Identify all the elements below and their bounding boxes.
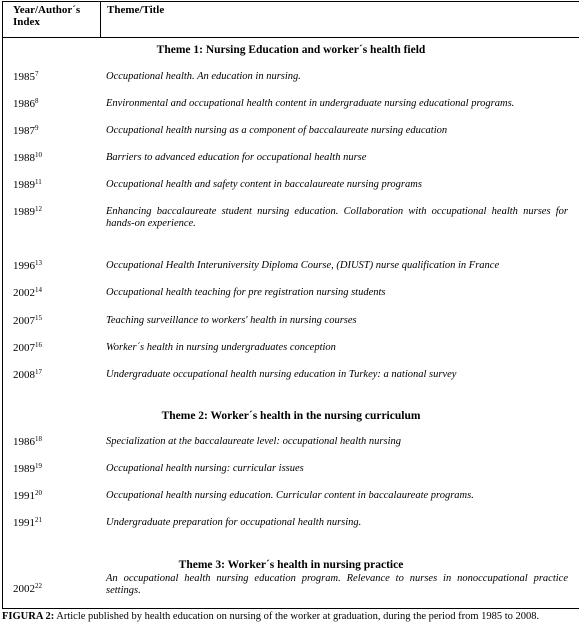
figure-caption [2,611,582,623]
year-cell: 1987$^9$ [13,124,39,137]
title-cell: Enhancing baccalaureate student nursing education. Collaboration with occupational health nurses for hands-on experience. [106,206,568,229]
header-theme-title: Theme/Title [107,4,165,16]
year-cell: 1986$^{18}$ [13,435,42,448]
year-cell: 2007$^{15}$ [13,314,42,327]
title-cell: Occupational health nursing as a component of baccalaureate nursing education [106,125,448,136]
year-cell: 1989$^{11}$ [13,178,42,191]
title-cell: Undergraduate preparation for occupational health nursing. [106,517,362,528]
title-cell: Occupational health. An education in nursing. [106,71,301,82]
year-cell: 2008$^{17}$ [13,368,42,381]
caption-text: Article published by health education on nursing of the worker at graduation, during the period from 1985 to 2008. [54,611,540,622]
title-cell: Undergraduate occupational health nursing education in Turkey: a national survey [106,369,457,380]
year-cell: 1985$^7$ [13,70,39,83]
year-cell: 2002$^{14}$ [13,286,42,299]
title-cell: Occupational health and safety content in baccalaureate nursing programs [106,179,422,190]
column-divider [100,2,101,37]
title-cell: Barriers to advanced education for occupational health nurse [106,152,367,163]
year-cell: 1996$^{13}$ [13,259,42,272]
year-cell: 1991$^{20}$ [13,489,42,502]
theme-heading: Theme 1: Nursing Education and worker´s health field [156,44,426,56]
title-cell: Environmental and occupational health content in undergraduate nursing educational programs. [106,98,515,109]
title-cell: Specialization at the baccalaureate level: occupational health nursing [106,436,402,447]
year-cell: 1989$^{12}$ [13,205,42,218]
caption-label: FIGURA 2: [2,611,55,622]
theme-heading: Theme 2: Worker´s health in the nursing curriculum [161,410,421,422]
title-cell: Occupational health teaching for pre registration nursing students [106,287,386,298]
title-cell: Occupational health nursing: curricular issues [106,463,304,474]
title-cell: An occupational health nursing education program. Relevance to nurses in nonoccupational practice settings. [106,573,568,596]
title-cell: Occupational health nursing education. Curricular content in baccalaureate programs. [106,490,474,501]
year-cell: 1988$^{10}$ [13,151,42,164]
title-cell: Teaching surveillance to workers' health in nursing courses [106,315,357,326]
year-cell: 1991$^{21}$ [13,516,42,529]
article-table [2,1,579,609]
year-cell: 2007$^{16}$ [13,341,42,354]
header-year-author-index: Year/Author´s Index [13,4,81,28]
title-cell: Worker´s health in nursing undergraduates conception [106,342,336,353]
theme-heading: Theme 3: Worker´s health in nursing practice [178,559,404,571]
year-cell: 1986$^8$ [13,97,39,110]
year-cell: 2002$^{22}$ [13,582,42,595]
year-cell: 1989$^{19}$ [13,462,42,475]
header-divider [3,37,579,38]
title-cell: Occupational Health Interuniversity Diploma Course, (DIUST) nurse qualification in France [106,260,500,271]
